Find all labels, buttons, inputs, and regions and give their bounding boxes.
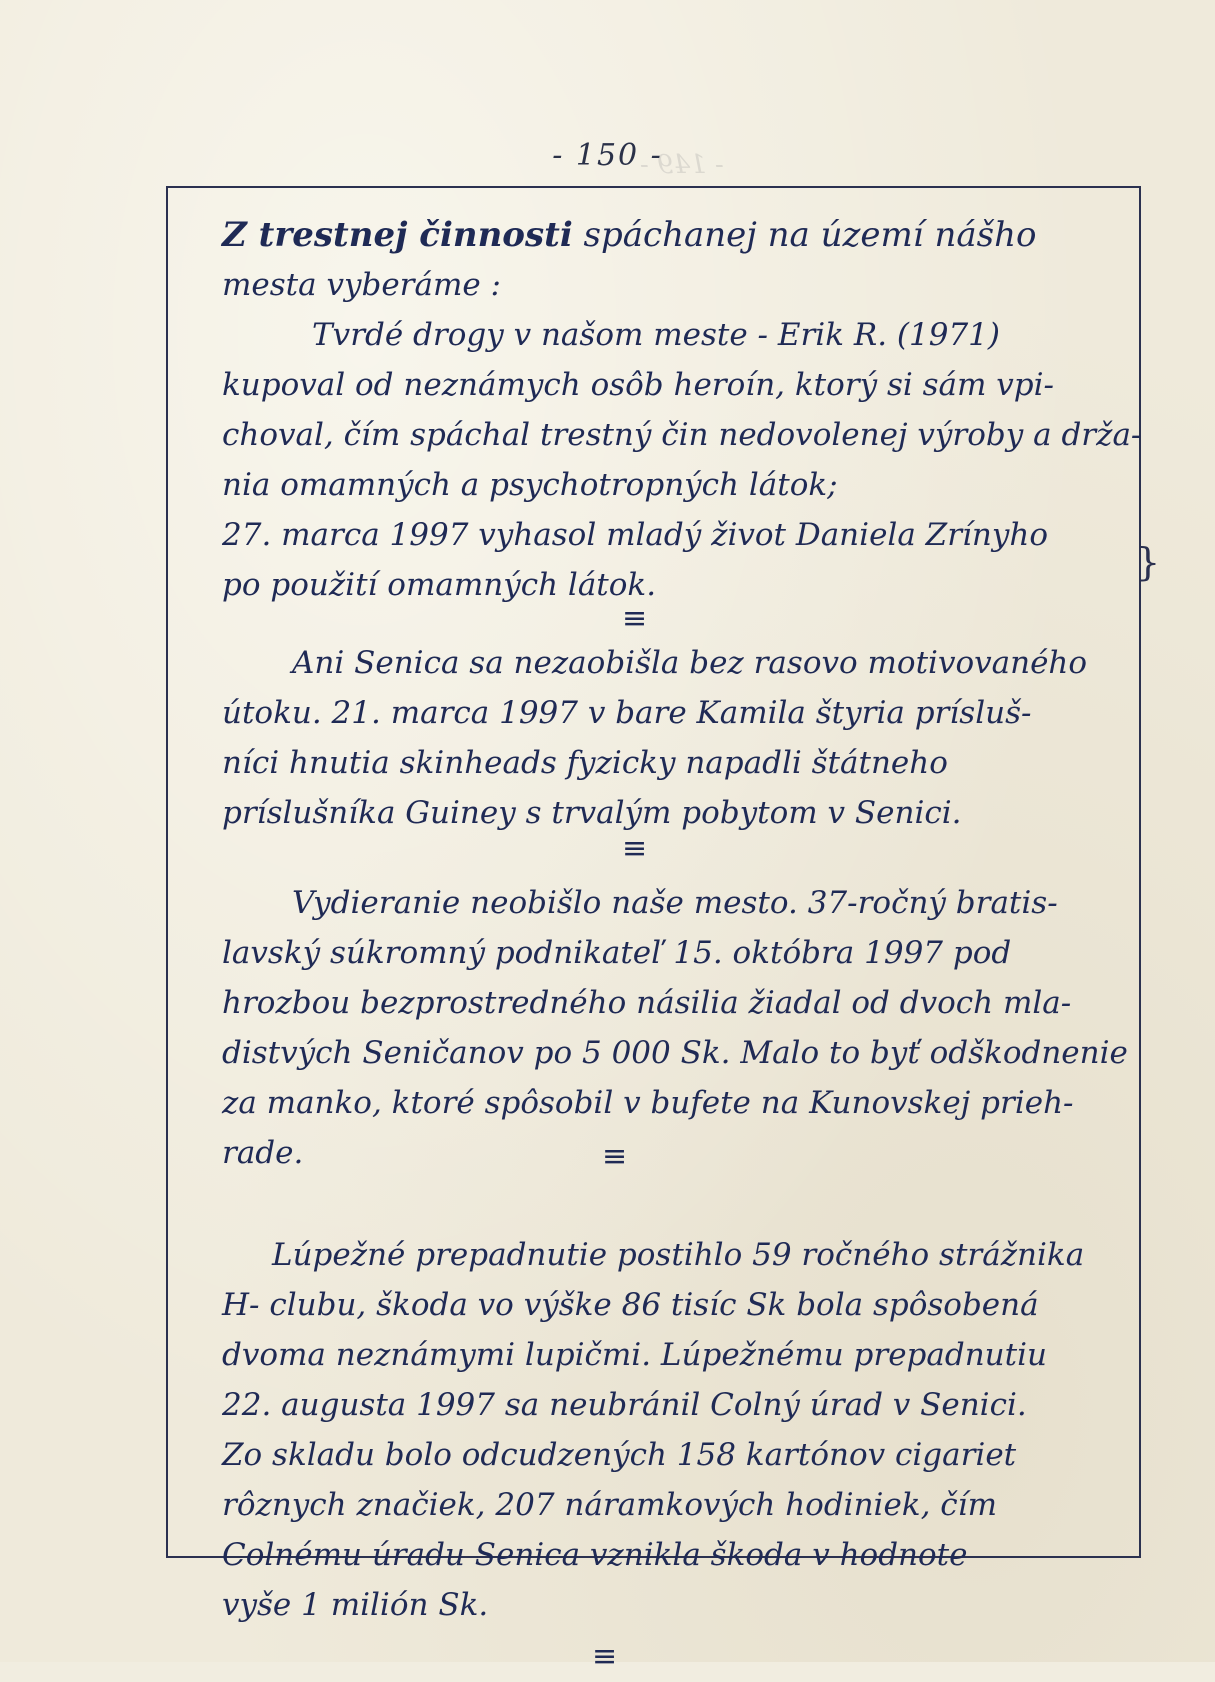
page-number: - 150 - (552, 138, 663, 173)
text-line: mesta vyberáme : (222, 267, 501, 303)
bleed-through-page-number: - 149 - (640, 150, 724, 180)
text-line: Zo skladu bolo odcudzených 158 kartónov cigariet (222, 1437, 1017, 1473)
margin-brace-mark: } (1136, 540, 1161, 584)
separator-mark: ≡ (592, 1639, 618, 1674)
text-line: rade. (222, 1135, 304, 1171)
separator-mark: ≡ (622, 601, 648, 636)
text-line: Vydieranie neobišlo naše mesto. 37-ročný bratis- (292, 885, 1058, 921)
text-line: za manko, ktoré spôsobil v bufete na Kunovskej prieh- (222, 1085, 1074, 1121)
text-line: choval, čím spáchal trestný čin nedovolenej výroby a drža- (222, 417, 1142, 453)
separator-mark: ≡ (602, 1139, 628, 1174)
text-line: Colnému úradu Senica vznikla škoda v hodnote (222, 1537, 968, 1573)
text-line: príslušníka Guiney s trvalým pobytom v Senici. (222, 795, 962, 831)
text-line: dvoma neznámymi lupičmi. Lúpežnému prepadnutiu (222, 1337, 1047, 1373)
text-line: Lúpežné prepadnutie postihlo 59 ročného strážnika (272, 1237, 1085, 1273)
text-line: hrozbou bezprostredného násilia žiadal od dvoch mla- (222, 985, 1072, 1021)
text-line: H- clubu, škoda vo výške 86 tisíc Sk bola spôsobená (222, 1287, 1039, 1323)
text-line: útoku. 21. marca 1997 v bare Kamila štyria prísluš- (222, 695, 1032, 731)
section-separator (222, 831, 1142, 890)
text-line (222, 210, 1142, 260)
text-line: 22. augusta 1997 sa neubránil Colný úrad v Senici. (222, 1387, 1027, 1423)
text-line: lavský súkromný podnikateľ 15. októbra 1997 pod (222, 935, 1012, 971)
text-line: distvých Seničanov po 5 000 Sk. Malo to byť odškodnenie (222, 1035, 1128, 1071)
section-separator (222, 601, 1142, 662)
heading-text: Z trestnej činnosti (222, 215, 573, 255)
heading-rest-text: spáchanej na území nášho (572, 215, 1037, 255)
section-separator (222, 1630, 1142, 1682)
separator-mark: ≡ (622, 831, 648, 866)
text-line: Ani Senica sa nezaobišla bez rasovo motivovaného (292, 645, 1088, 681)
text-line: vyše 1 milión Sk. (222, 1587, 489, 1623)
text-line: nia omamných a psychotropných látok; (222, 467, 838, 503)
handwritten-text-block (222, 210, 1142, 1682)
text-line: kupoval od neznámych osôb heroín, ktorý si sám vpi- (222, 367, 1055, 403)
text-line: po použití omamných látok. (222, 567, 657, 603)
text-line: 27. marca 1997 vyhasol mladý život Daniela Zrínyho (222, 517, 1049, 553)
text-line: Tvrdé drogy v našom meste - Erik R. (1971) (312, 317, 1000, 353)
text-line: níci hnutia skinheads fyzicky napadli štátneho (222, 745, 948, 781)
text-line: rôznych značiek, 207 náramkových hodiniek, čím (222, 1487, 997, 1523)
